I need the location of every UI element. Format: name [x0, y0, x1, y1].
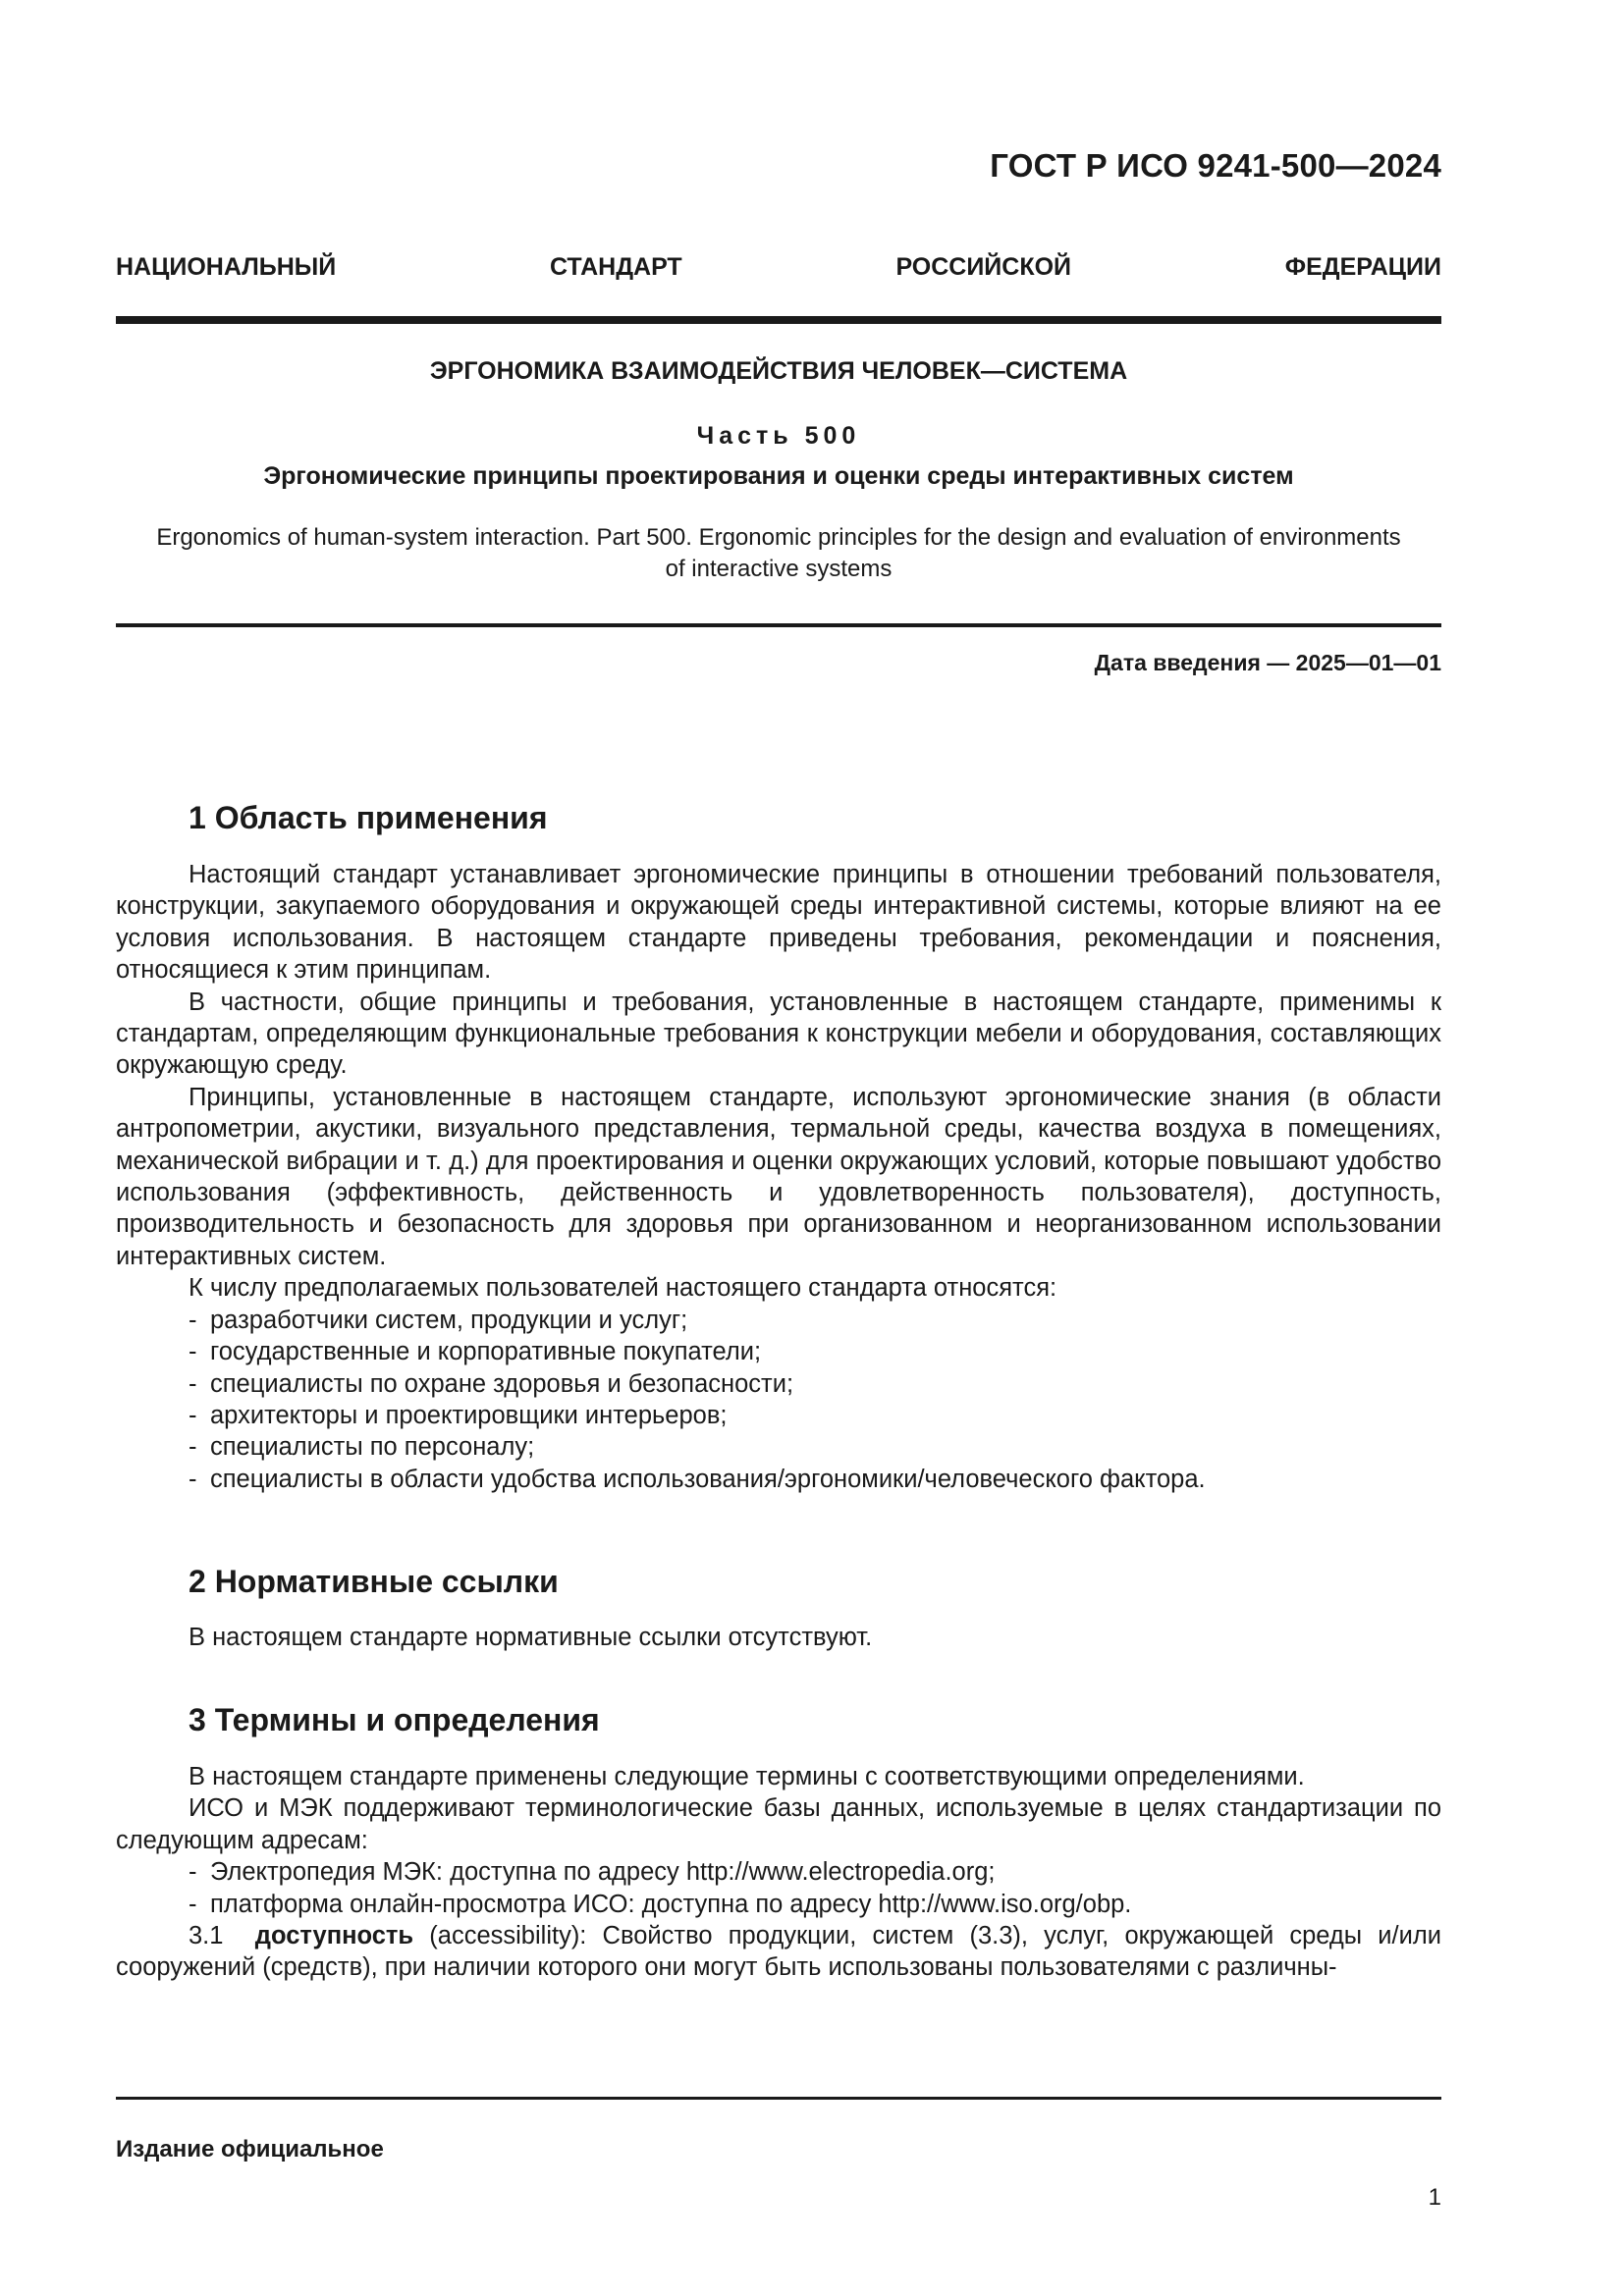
- standard-code: ГОСТ Р ИСО 9241-500—2024: [990, 147, 1441, 184]
- section-1-body: [116, 859, 1441, 1495]
- page-number: 1: [1428, 2184, 1441, 2211]
- introduction-date: Дата введения — 2025—01—01: [1094, 650, 1441, 675]
- term-definition: [116, 1920, 1441, 1984]
- section-2-body: [116, 1622, 1441, 1653]
- section-3-heading: 3 Термины и определения: [189, 1702, 600, 1737]
- section-3-body: [116, 1761, 1441, 1984]
- paragraph: К числу предполагаемых пользователей настоящего стандарта относятся:: [189, 1274, 1057, 1303]
- list-item: - специалисты в области удобства использования/эргономики/человеческого фактора.: [189, 1465, 1206, 1493]
- national-standard-banner: НАЦИОНАЛЬНЫЙ СТАНДАРТ РОССИЙСКОЙ ФЕДЕРАЦИИ: [116, 253, 1441, 281]
- title-rule: [116, 623, 1441, 627]
- part-subtitle: Эргономические принципы проектирования и оценки среды интерактивных систем: [263, 462, 1294, 490]
- term-definition-text: (accessibility): Свойство продукции, систем (3.3), услуг, окружающей среды и/или сооружений (средств), при наличии которого они могут быть использованы пользователями с различны-: [116, 1922, 1441, 1982]
- paragraph: ИСО и МЭК поддерживают терминологические базы данных, используемые в целях стандартизации по следующим адресам:: [116, 1794, 1441, 1854]
- list-item: - платформа онлайн-просмотра ИСО: доступна по адресу http://www.iso.org/obp.: [189, 1890, 1132, 1918]
- paragraph: В настоящем стандарте нормативные ссылки отсутствуют.: [189, 1624, 873, 1651]
- section-1-heading: 1 Область применения: [189, 800, 548, 835]
- list-item: - Электропедия МЭК: доступна по адресу http://www.electropedia.org;: [189, 1858, 996, 1887]
- english-title-line-1: Ergonomics of human-system interaction. Part 500. Ergonomic principles for the design and evaluation of environments: [156, 524, 1401, 551]
- paragraph: Настоящий стандарт устанавливает эргономические принципы в отношении требований пользователя, конструкции, закупаемого оборудования и окружающей среды интерактивной системы, которые влияют на ее условия использования. В настоящем стандарте приведены требования, рекомендации и пояснения, относящиеся к этим принципам.: [116, 861, 1441, 985]
- term-name: доступность: [254, 1922, 414, 1950]
- term-number: 3.1: [189, 1922, 224, 1950]
- standard-title: ЭРГОНОМИКА ВЗАИМОДЕЙСТВИЯ ЧЕЛОВЕК—СИСТЕМА: [429, 357, 1128, 385]
- list-item: - разработчики систем, продукции и услуг;: [189, 1306, 688, 1334]
- english-title-line-2: of interactive systems: [665, 556, 893, 582]
- english-title: [116, 522, 1441, 585]
- paragraph: В настоящем стандарте применены следующие термины с соответствующими определениями.: [189, 1763, 1305, 1790]
- header-rule: [116, 316, 1441, 324]
- list-item: - архитекторы и проектировщики интерьеров;: [189, 1401, 728, 1429]
- footer-rule: [116, 2097, 1441, 2100]
- list-item: - специалисты по охране здоровья и безопасности;: [189, 1369, 794, 1398]
- official-edition-label: Издание официальное: [116, 2136, 384, 2163]
- paragraph: Принципы, установленные в настоящем стандарте, используют эргономические знания (в области антропометрии, акустики, визуального представления, термальной среды, качества воздуха в помещениях, механической вибрации и т. д.) для проектирования и оценки окружающих условий, которые повышают удобство использования (эффективность, действенность и удовлетворенность пользователя), доступность, производительность и безопасность для здоровья при организованном и неорганизованном использовании интерактивных систем.: [116, 1083, 1441, 1270]
- terminology-databases-list: [116, 1856, 1441, 1920]
- intended-users-list: [116, 1305, 1441, 1495]
- list-item: - специалисты по персоналу;: [189, 1433, 535, 1462]
- part-number: Часть 500: [696, 422, 861, 450]
- section-2-heading: 2 Нормативные ссылки: [189, 1564, 559, 1599]
- paragraph: В частности, общие принципы и требования, установленные в настоящем стандарте, применимы к стандартам, определяющим функциональные требования к конструкции мебели и оборудования, составляющих окружающую среду.: [116, 988, 1441, 1080]
- list-item: - государственные и корпоративные покупатели;: [189, 1338, 762, 1366]
